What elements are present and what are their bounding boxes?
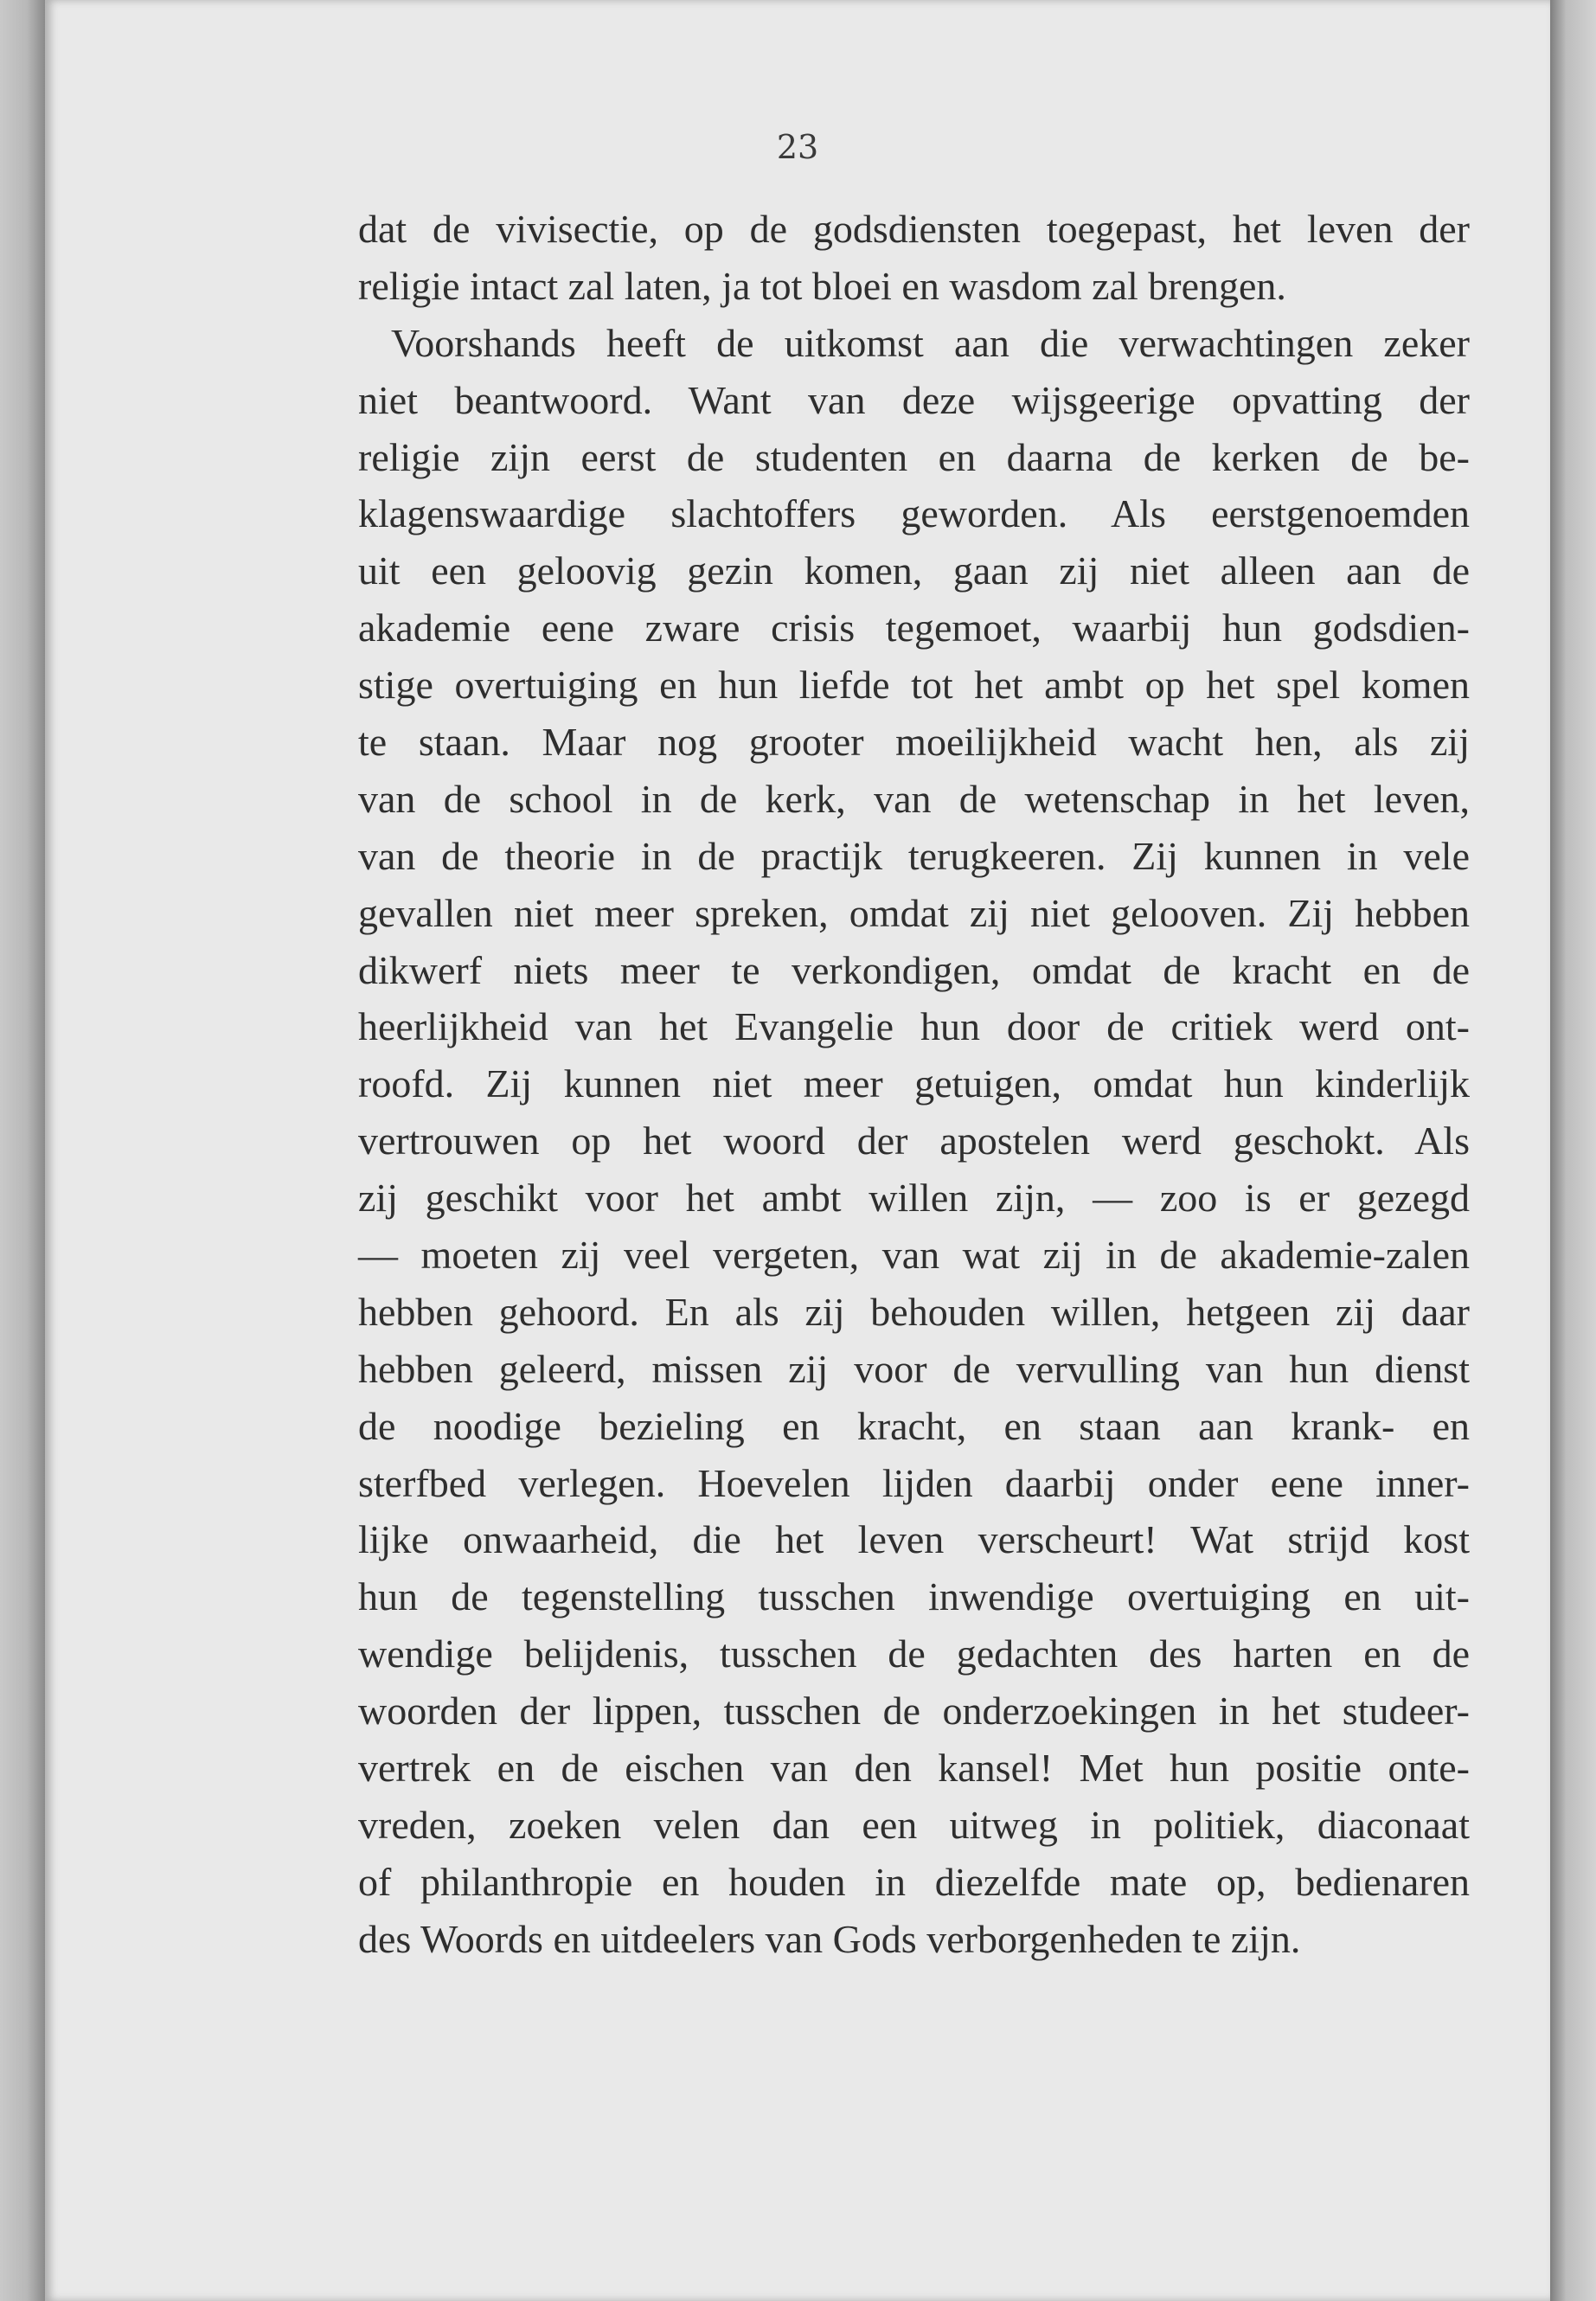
text-line: heerlijkheid van het Evangelie hun door de critiek werd ont- bbox=[358, 1004, 1470, 1049]
text-line: vertrouwen op het woord der apostelen werd geschokt. Als bbox=[358, 1118, 1470, 1163]
text-line: uit een geloovig gezin komen, gaan zij niet alleen aan de bbox=[358, 548, 1470, 593]
text-line: — moeten zij veel vergeten, van wat zij in de akademie-zalen bbox=[358, 1233, 1470, 1278]
text-line: hebben gehoord. En als zij behouden willen, hetgeen zij daar bbox=[358, 1289, 1470, 1334]
text-line: akademie eene zware crisis tegemoet, waarbij hun godsdien- bbox=[358, 606, 1470, 651]
text-line: klagenswaardige slachtoffers geworden. Als eerstgenoemden bbox=[358, 491, 1470, 536]
text-line: vreden, zoeken velen dan een uitweg in politiek, diaconaat bbox=[358, 1802, 1470, 1847]
scan-margin-right bbox=[1550, 0, 1596, 2301]
text-line: religie intact zal laten, ja tot bloei en wasdom zal brengen. bbox=[358, 263, 1286, 308]
text-line: gevallen niet meer spreken, omdat zij niet gelooven. Zij hebben bbox=[358, 890, 1470, 935]
text-line: dikwerf niets meer te verkondigen, omdat de kracht en de bbox=[358, 947, 1470, 992]
text-line: des Woords en uitdeelers van Gods verborgenheden te zijn. bbox=[358, 1916, 1301, 1961]
text-line: wendige belijdenis, tusschen de gedachten des harten en de bbox=[358, 1631, 1470, 1676]
text-line: vertrek en de eischen van den kansel! Met hun positie onte- bbox=[358, 1746, 1470, 1791]
text-line: sterfbed verlegen. Hoevelen lijden daarbij onder eene inner- bbox=[358, 1460, 1470, 1505]
text-line: dat de vivisectie, op de godsdiensten toegepast, het leven der bbox=[358, 207, 1470, 251]
text-line: woorden der lippen, tusschen de onderzoekingen in het studeer- bbox=[358, 1689, 1470, 1734]
body-text bbox=[358, 201, 1470, 1968]
scan-margin-left bbox=[0, 0, 45, 2301]
text-line: of philanthropie en houden in diezelfde mate op, bedienaren bbox=[358, 1859, 1470, 1904]
text-line: de noodige bezieling en kracht, en staan aan krank- en bbox=[358, 1403, 1470, 1448]
text-line: religie zijn eerst de studenten en daarna de kerken de be- bbox=[358, 434, 1470, 479]
text-line: roofd. Zij kunnen niet meer getuigen, omdat hun kinderlijk bbox=[358, 1061, 1470, 1106]
text-line: hebben geleerd, missen zij voor de vervulling van hun dienst bbox=[358, 1346, 1470, 1391]
text-line: van de school in de kerk, van de wetenschap in het leven, bbox=[358, 776, 1470, 821]
text-line: lijke onwaarheid, die het leven verscheurt! Wat strijd kost bbox=[358, 1517, 1470, 1562]
text-line: niet beantwoord. Want van deze wijsgeerige opvatting der bbox=[358, 377, 1470, 422]
book-page bbox=[45, 0, 1550, 2301]
page-number: 23 bbox=[776, 128, 819, 166]
text-line: te staan. Maar nog grooter moeilijkheid wacht hen, als zij bbox=[358, 720, 1470, 765]
text-line: zij geschikt voor het ambt willen zijn, — zoo is er gezegd bbox=[358, 1176, 1470, 1221]
text-line: van de theorie in de practijk terugkeeren. Zij kunnen in vele bbox=[358, 833, 1470, 878]
text-line: stige overtuiging en hun liefde tot het ambt op het spel komen bbox=[358, 663, 1470, 708]
text-line: hun de tegenstelling tusschen inwendige overtuiging en uit- bbox=[358, 1574, 1470, 1619]
text-line: Voorshands heeft de uitkomst aan die verwachtingen zeker bbox=[391, 320, 1470, 365]
